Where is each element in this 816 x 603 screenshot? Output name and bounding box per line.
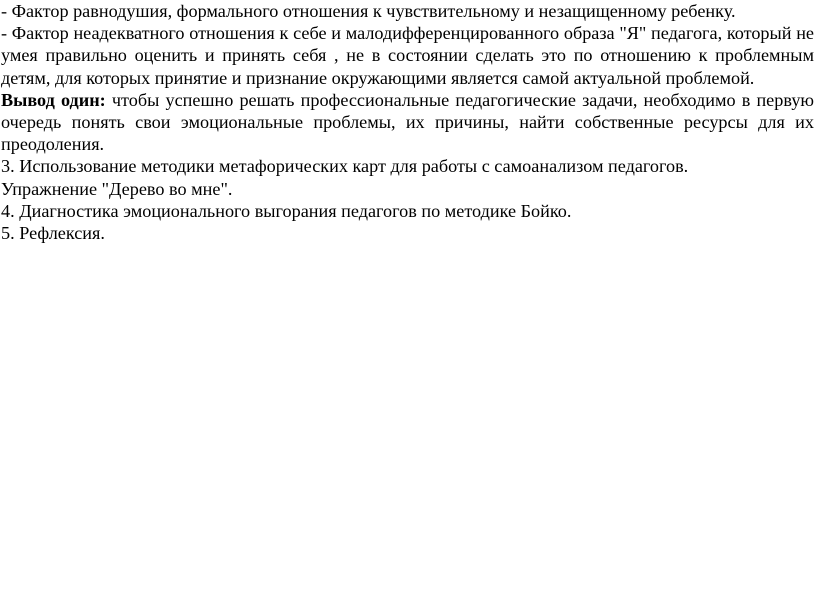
paragraph-exercise-tree bbox=[1, 178, 814, 200]
paragraph-text: 4. Диагностика эмоционального выгорания педагогов по методике Бойко. bbox=[1, 200, 572, 221]
paragraph-self-attitude-factor bbox=[1, 22, 814, 89]
paragraph-text: 3. Использование методики метафорических карт для работы с самоанализом педагогов. bbox=[1, 156, 689, 177]
paragraph-text: 5. Рефлексия. bbox=[1, 223, 105, 244]
paragraph-reflection bbox=[1, 222, 814, 244]
paragraph-text: Упражнение "Дерево во мне". bbox=[1, 178, 233, 199]
paragraph-text: - Фактор неадекватного отношения к себе и малодифференцированного образа "Я" педагога, который не умея правильно оценить и принять себя , не в состоянии сделать это по отношению к проблемным детям, для которых принятие и признание окружающими является самой актуальной проблемой. bbox=[1, 23, 814, 88]
document-body bbox=[1, 0, 814, 244]
paragraph-conclusion bbox=[1, 89, 814, 156]
paragraph-burnout-diagnostics bbox=[1, 200, 814, 222]
paragraph-metaphor-cards bbox=[1, 155, 814, 177]
paragraph-text: чтобы успешно решать профессиональные педагогические задачи, необходимо в первую очередь понять свои эмоциональные проблемы, их причины, найти собственные ресурсы для их преодоления. bbox=[1, 89, 814, 155]
conclusion-label: Вывод один: bbox=[1, 89, 106, 110]
paragraph-indifference-factor bbox=[1, 0, 814, 22]
paragraph-text: - Фактор равнодушия, формального отношения к чувствительному и незащищенному ребенку. bbox=[1, 1, 736, 21]
